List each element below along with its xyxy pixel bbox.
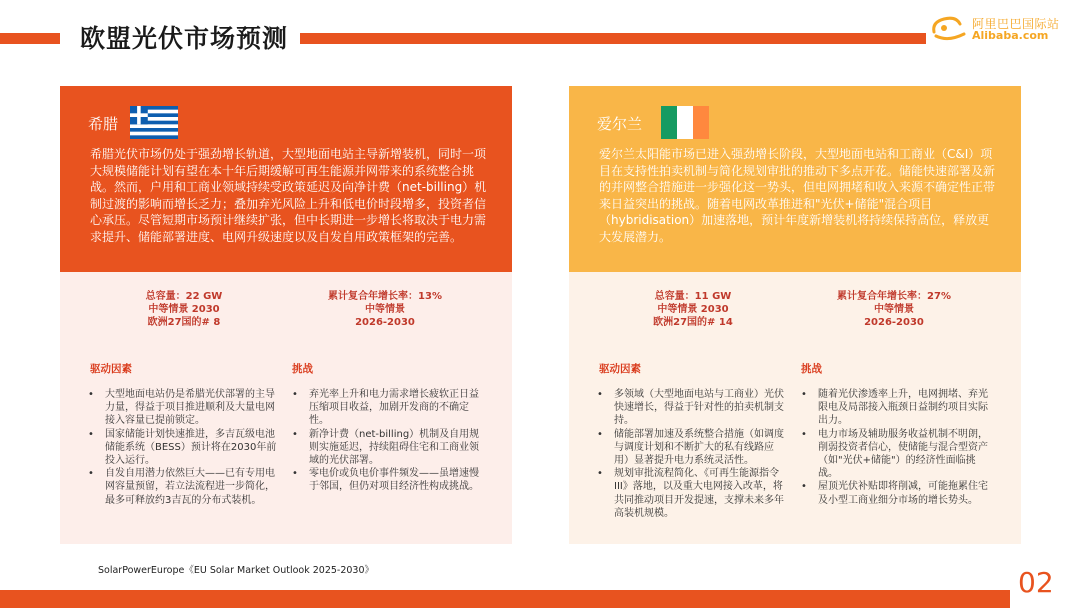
challenges-list	[801, 388, 991, 507]
stat-line: 欧洲27国的# 8	[147, 317, 221, 328]
cagr-stat	[804, 290, 984, 329]
challenges-list	[292, 388, 482, 494]
country-description: 爱尔兰太阳能市场已进入强劲增长阶段，大型地面电站和工商业（C&I）项目在支持性拍卖机制与简化规划审批的推动下多点开花。储能快速部署及新的并网整合措施进一步强化这一势头，但电网拥堵和收入来源不确定性正带来日益突出的挑战。随着电网改革推进和"光伏+储能"混合项目（hybridisation）加速落地，预计年度新增装机将持续保持高位，释放更大发展潜力。	[599, 147, 996, 244]
list-item: • 随着光伏渗透率上升，电网拥堵、弃光限电及局部接入瓶颈日益制约项目实际出力。	[801, 388, 991, 428]
greece-summary-panel	[60, 86, 512, 272]
list-item: • 新净计费（net-billing）机制及自用规则实施延迟，持续阻碍住宅和工商业领域的光伏部署。	[292, 428, 482, 468]
logo-text-en: Alibaba.com	[972, 29, 1049, 42]
list-item: • 自发自用潜力依然巨大——已有专用电网容量预留，若立法流程进一步简化，最多可释放约3吉瓦的分布式装机。	[88, 467, 278, 507]
stat-line: 总容量：22 GW	[145, 291, 223, 302]
country-name: 希腊	[88, 115, 119, 133]
country-name: 爱尔兰	[597, 115, 643, 133]
list-item: • 国家储能计划快速推进，多吉瓦级电池储能系统（BESS）预计将在2030年前投入运行。	[88, 428, 278, 468]
alibaba-logo	[930, 12, 1060, 46]
challenges-heading: 挑战	[801, 363, 822, 375]
alibaba-smile-icon	[930, 14, 970, 44]
drivers-list	[88, 388, 278, 507]
stat-line: 中等情景 2030	[148, 304, 220, 315]
list-item: • 电力市场及辅助服务收益机制不明朗，削弱投资者信心，使储能与混合型资产（如"光伏+储能"）的经济性面临挑战。	[801, 428, 991, 481]
stat-line: 总容量：11 GW	[654, 291, 732, 302]
stat-line: 累计复合年增长率：13%	[328, 291, 442, 302]
list-item: • 大型地面电站仍是希腊光伏部署的主导力量，得益于项目推进顺利及大量电网接入容量已提前锁定。	[88, 388, 278, 428]
drivers-heading: 驱动因素	[599, 363, 641, 375]
list-item: • 储能部署加速及系统整合措施（如调度与调度计划和不断扩大的私有线路应用）显著提升电力系统灵活性。	[597, 428, 787, 468]
footer-accent-bar	[0, 590, 1010, 608]
stat-line: 中等情景	[365, 304, 405, 315]
drivers-heading: 驱动因素	[90, 363, 132, 375]
list-item: • 规划审批流程简化、《可再生能源指令III》落地，以及重大电网接入改革，将共同推动项目开发提速，支撑未来多年高装机规模。	[597, 467, 787, 520]
greece-detail-panel	[60, 272, 512, 544]
capacity-stat	[94, 290, 274, 329]
list-item: • 弃光率上升和电力需求增长疲软正日益压缩项目收益，加剧开发商的不确定性。	[292, 388, 482, 428]
page-title: 欧盟光伏市场预测	[80, 24, 289, 53]
stat-line: 2026-2030	[864, 317, 924, 328]
stat-line: 2026-2030	[355, 317, 415, 328]
page-number: 02	[1018, 566, 1054, 599]
cagr-stat	[295, 290, 475, 329]
stat-line: 欧洲27国的# 14	[653, 317, 733, 328]
ireland-flag-icon	[661, 106, 709, 139]
source-citation: SolarPowerEurope《EU Solar Market Outlook 2025-2030》	[98, 565, 375, 576]
header-accent-bar-left	[0, 33, 60, 44]
list-item: • 多领域（大型地面电站与工商业）光伏快速增长，得益于针对性的拍卖机制支持。	[597, 388, 787, 428]
stat-line: 中等情景 2030	[657, 304, 729, 315]
capacity-stat	[603, 290, 783, 329]
ireland-summary-panel	[569, 86, 1021, 272]
stat-line: 中等情景	[874, 304, 914, 315]
greece-flag-icon	[130, 106, 178, 139]
challenges-heading: 挑战	[292, 363, 313, 375]
ireland-card	[569, 86, 1021, 544]
list-item: • 屋顶光伏补贴即将削减，可能拖累住宅及小型工商业细分市场的增长势头。	[801, 480, 991, 506]
ireland-detail-panel	[569, 272, 1021, 544]
drivers-list	[597, 388, 787, 520]
list-item: • 零电价或负电价事件频发——虽增速慢于邻国，但仍对项目经济性构成挑战。	[292, 467, 482, 493]
stat-line: 累计复合年增长率：27%	[837, 291, 951, 302]
country-description: 希腊光伏市场仍处于强劲增长轨道，大型地面电站主导新增装机，同时一项大规模储能计划有望在本十年后期缓解可再生能源并网带来的系统整合挑战。然而，户用和工商业领域持续受政策延迟及向净计费（net-billing）机制过渡的影响而增长乏力；叠加弃光风险上升和低电价时段增多，投资者信心承压。尽管短期市场预计继续扩张，但中长期进一步增长将取决于电力需求提升、储能部署进度、电网升级速度以及自发自用政策框架的完善。	[90, 147, 487, 244]
logo-text-cn: 阿里巴巴国际站	[972, 17, 1060, 31]
header-accent-bar-right	[300, 33, 926, 44]
greece-card	[60, 86, 512, 544]
